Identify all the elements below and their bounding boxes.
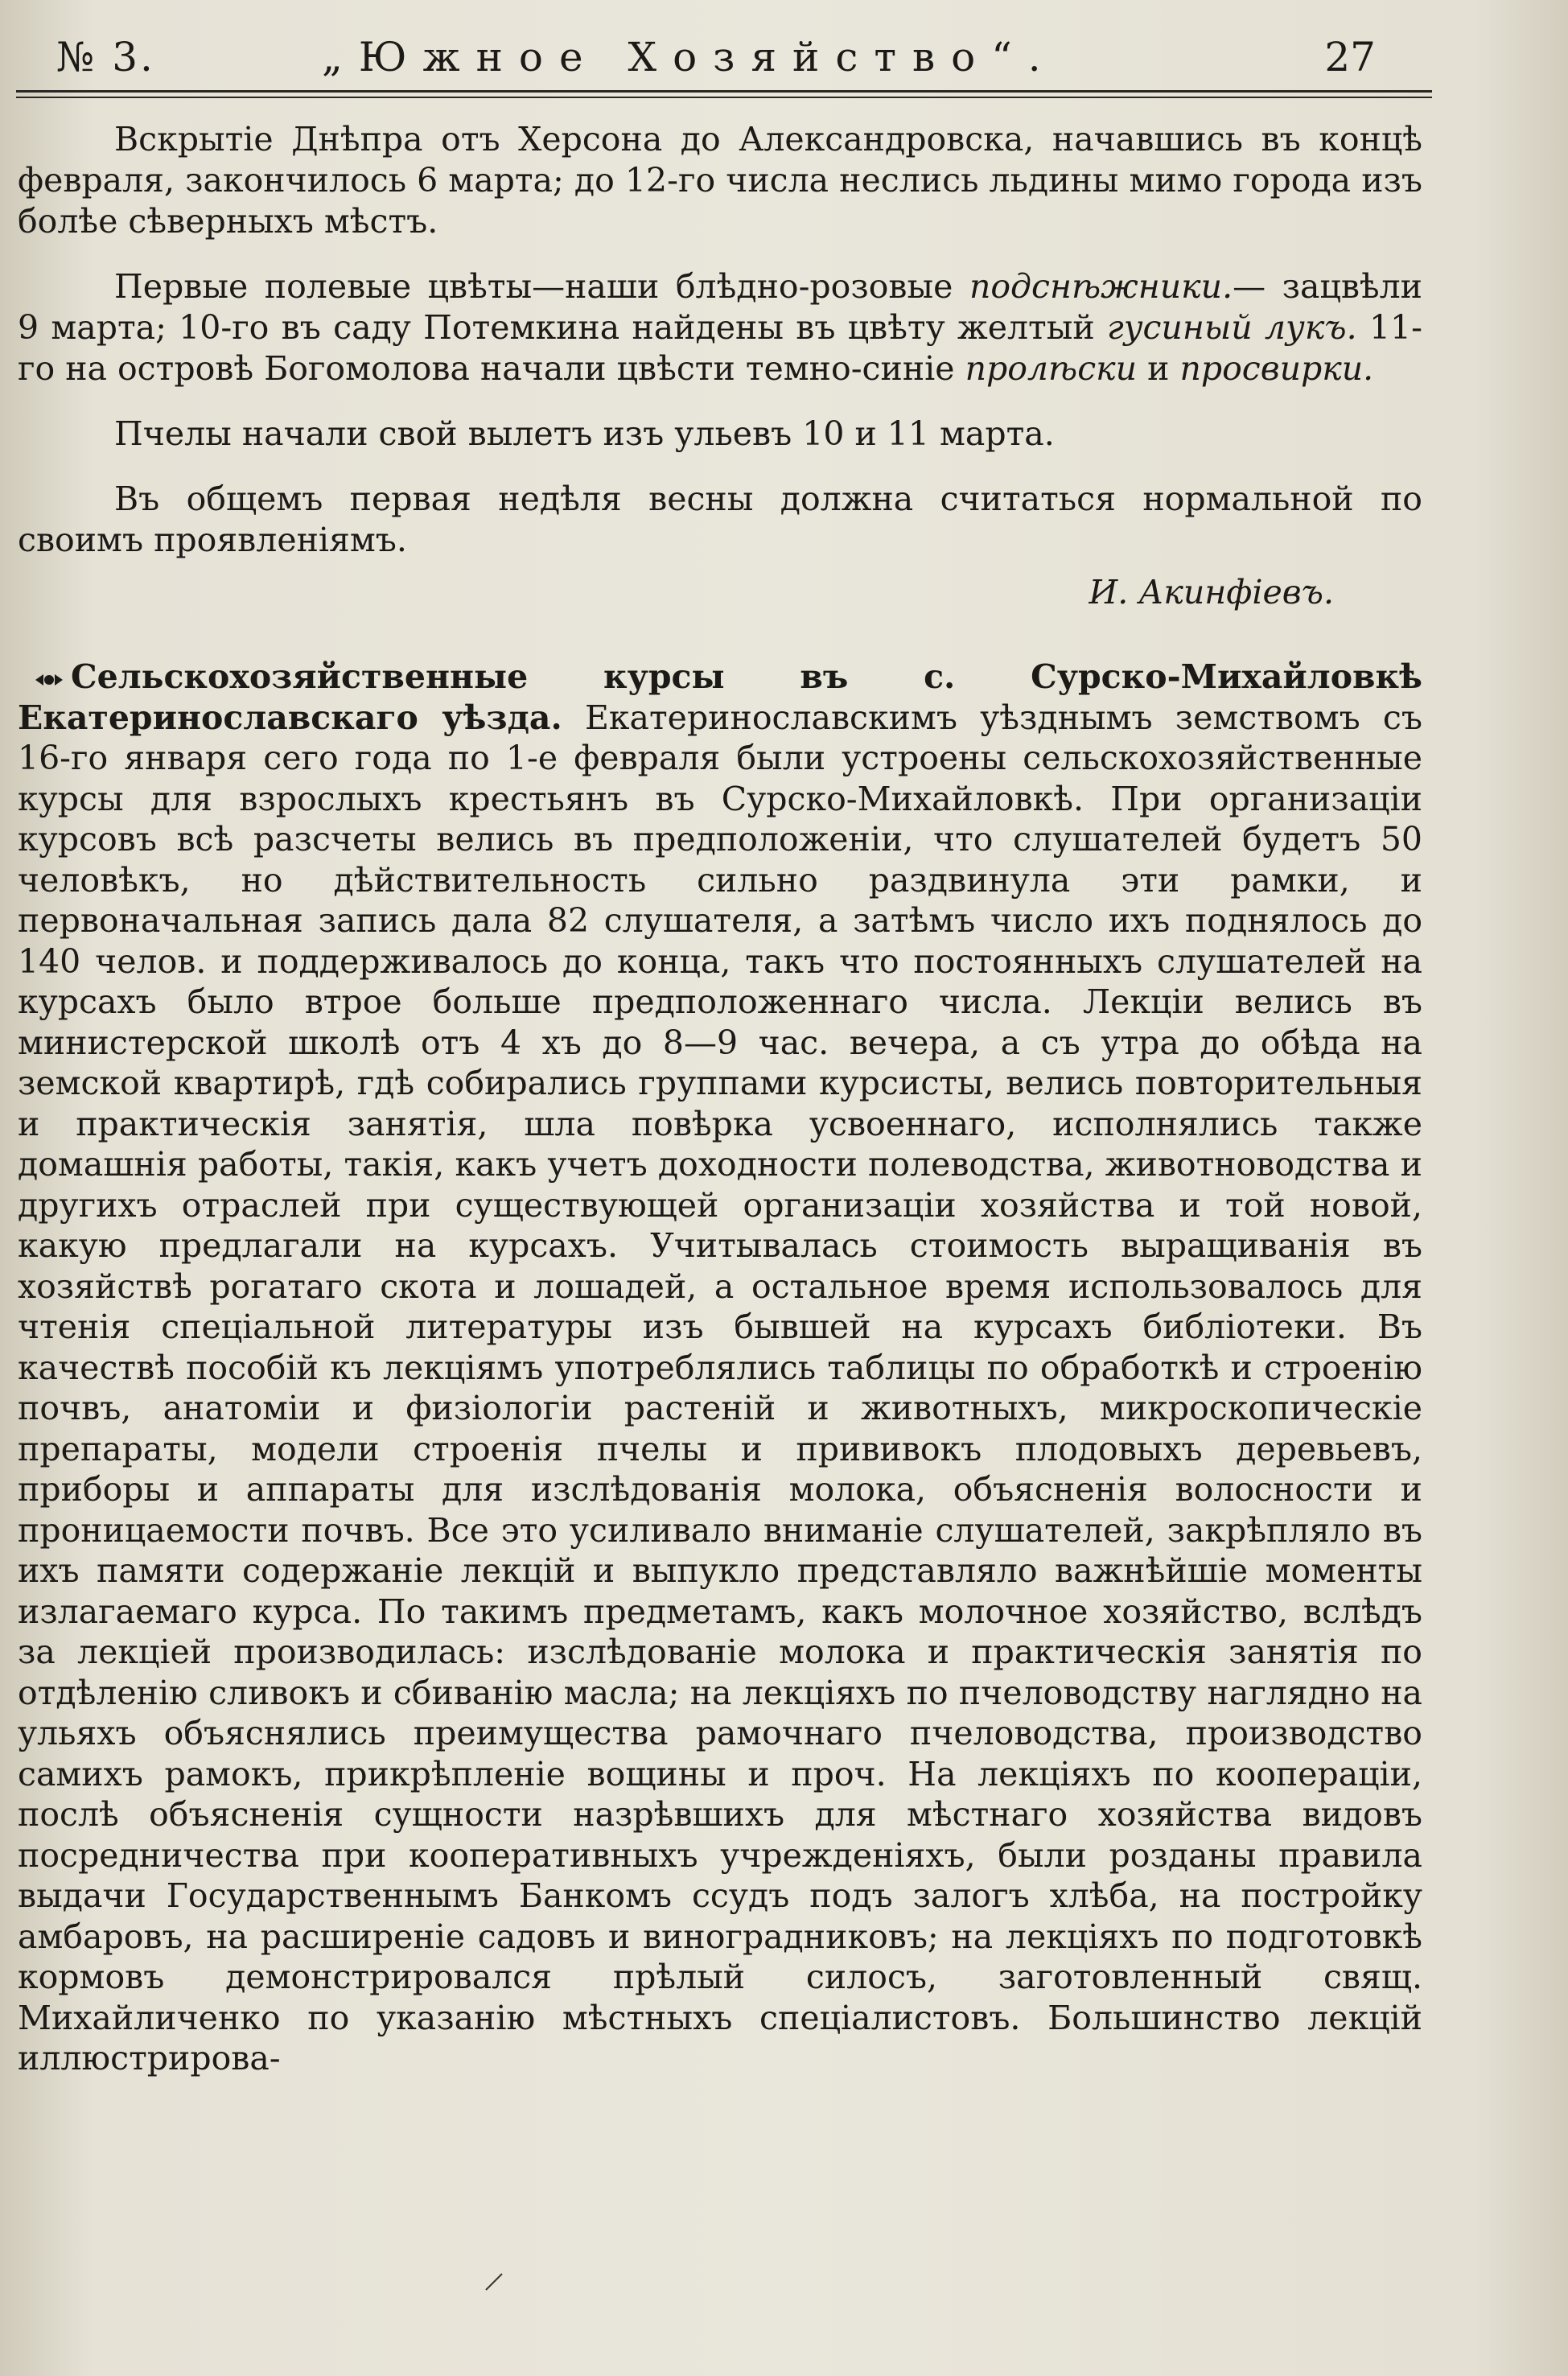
flower-name: пролѣски [965,349,1138,388]
running-header [56,24,1376,90]
author-signature: И. Акинфіевъ. [1089,573,1334,612]
ornament-bullet-icon [34,673,64,687]
paragraph-bees: Пчелы начали свой вылетъ изъ ульевъ 10 и 11 марта. [114,414,1055,453]
paragraph-dnieper: Вскрытіе Днѣпра отъ Херсона до Александровска, начавшись въ концѣ февраля, закончилось 6 марта; до 12-го числа неслись льдины мимо города изъ болѣе сѣверныхъ мѣстъ. [18,120,1422,241]
article-text: Екатеринославскимъ уѣзднымъ земствомъ съ 16-го января сего года по 1-е февраля были устроены сельскохозяйственные курсы для взрослыхъ крестьянъ въ Сурско-Михайловкѣ. При организаціи курсовъ всѣ разсчеты велись въ предположеніи, что слушателей будетъ 50 человѣкъ, но дѣйствительность сильно раздвинула эти рамки, и первоначальная запись дала 82 слушателя, а затѣмъ число ихъ поднялось до 140 челов. и поддерживалось до конца, такъ что постоянныхъ слушателей на курсахъ было втрое больше предположеннаго числа. Лекціи велись въ министерской школѣ отъ 4 хъ до 8—9 час. вечера, а съ утра до обѣда на земской квартирѣ, гдѣ собирались группами курсисты, велись повторительныя и практическія занятія, шла повѣрка усвоеннаго, исполнялись также домашнія работы, такія, какъ учетъ доходности полеводства, животноводства и другихъ отраслей при существующей организаціи хозяйства и той новой, какую предлагали на курсахъ. Учитывалась стоимость выращиванія въ хозяйствѣ рогатаго скота и лошадей, а остальное время использовалось для чтенія спеціальной литературы изъ бывшей на курсахъ библіотеки. Въ качествѣ пособій къ лекціямъ употреблялись таблицы по обработкѣ и строенію почвъ, анатоміи и физіологіи растеній и животныхъ, микроскопическіе препараты, модели строенія пчелы и прививокъ плодовыхъ деревьевъ, приборы и аппараты для изслѣдованія молока, объясненія волосности и проницаемости почвъ. Все это усиливало вниманіе слушателей, закрѣпляло въ ихъ памяти содержаніе лекцій и выпукло представляло важнѣйшіе моменты излагаемаго курса. По такимъ предметамъ, какъ молочное хозяйство, вслѣдъ за лекціей производилась: изслѣдованіе молока и практическія занятія по отдѣленію сливокъ и сбиванію масла; на лекціяхъ по пчеловодству наглядно на ульяхъ объяснялись преимущества рамочнаго пчеловодства, производство самихъ рамокъ, прикрѣпленіе вощины и проч. На лекціяхъ по коопераціи, послѣ объясненія сущности назрѣвшихъ для мѣстнаго хозяйства видовъ посредничества при кооперативныхъ учрежденіяхъ, были розданы правила выдачи Государственнымъ Банкомъ ссудъ подъ залогъ хлѣба, на постройку амбаровъ, на расширеніе садовъ и виноградниковъ; на лекціяхъ по подготовкѣ кормовъ демонстрировался прѣлый силосъ, заготовленный свящ. Михайличенко по указанію мѣстныхъ спеціалистовъ. Большинство лекцій иллюстрирова- [18,698,1422,2077]
article-heading: Сельскохозяйственные курсы въ с. Сурско-Михайловкѣ Екатеринославскаго уѣзда. [18,657,1422,737]
paragraph-summary: Въ общемъ первая недѣля весны должна считаться нормальной по своимъ проявленіямъ. [18,480,1422,559]
flower-name: гусиный лукъ. [1106,308,1357,347]
page-number: 27 [1324,34,1376,80]
page-body [18,119,1422,2103]
flower-name: просвирки. [1179,349,1374,388]
stray-mark-icon [483,2269,507,2293]
paragraph-flowers: Первые полевые цвѣты—наши блѣдно-розовые подснѣжники.— зацвѣли 9 марта; 10-го въ саду Потемкина найдены въ цвѣту желтый гусиный лукъ. 11-го на островѣ Богомолова начали цвѣсти темно-синіе пролѣски и просвирки. [18,267,1423,388]
flower-name: подснѣжники. [969,267,1233,306]
issue-number: № 3. [56,34,155,80]
header-rule [16,90,1432,98]
journal-title: „Южное Хозяйство“. [322,34,1057,80]
article-courses [18,657,1422,2079]
